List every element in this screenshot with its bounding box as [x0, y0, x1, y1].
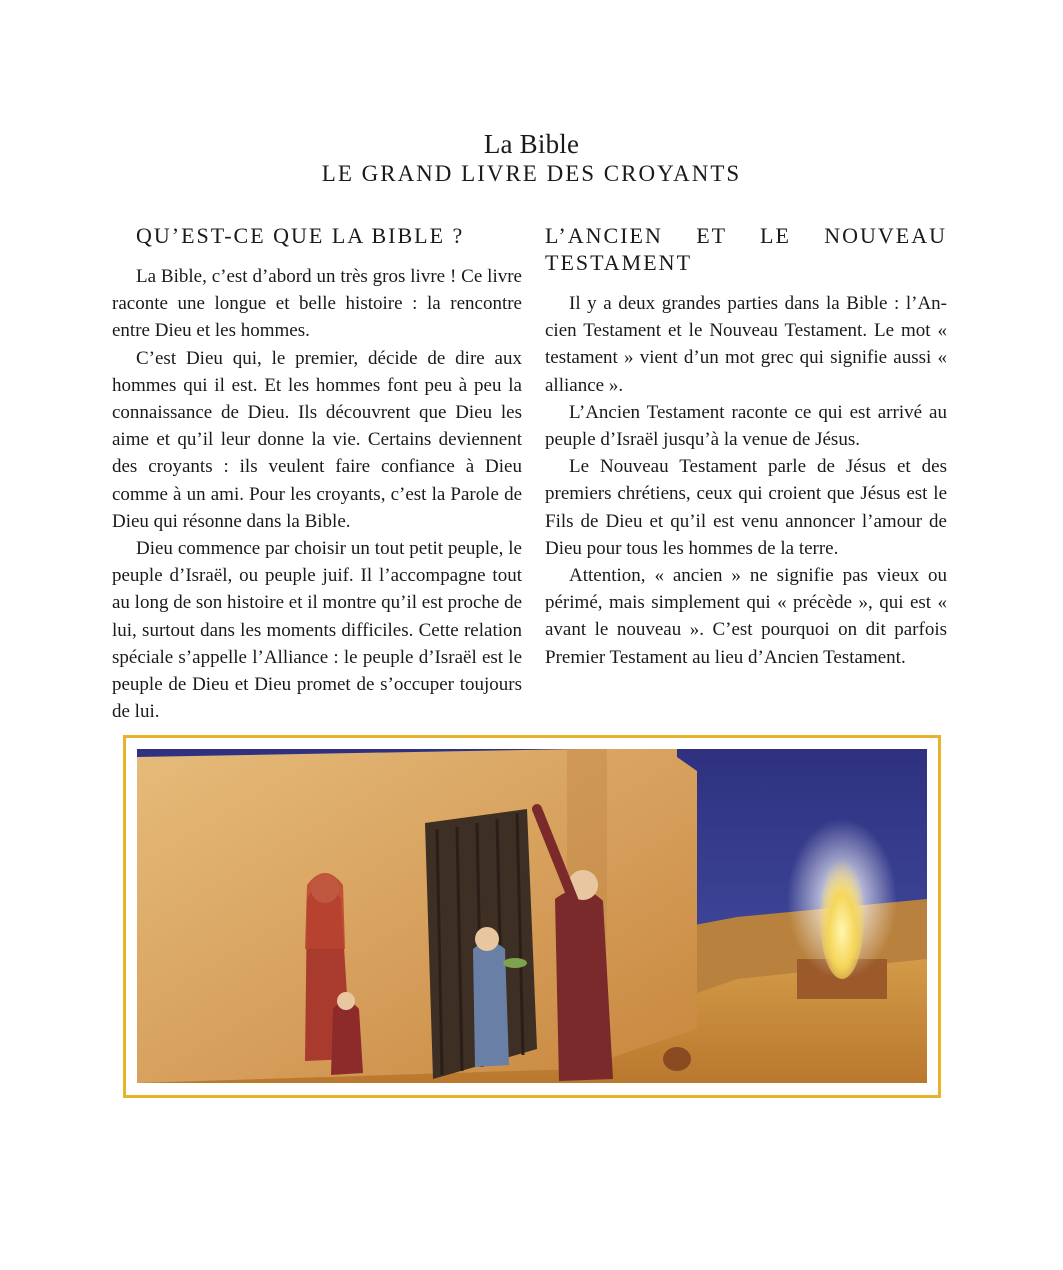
right-column-heading: L’ANCIEN ET LE NOUVEAU TESTAMENT [545, 223, 947, 275]
paragraph: Dieu commence par choisir un tout petit peuple, le peuple d’Israël, ou peuple juif. Il l’accompagne tout au long de son histoire et il montre qu’il est proche de lui, surtout dans les moments difficiles. Cette relation spéciale s’appelle l’Alliance : le peuple d’Israël est le peuple de Dieu et Dieu promet de s’occuper toujours de lui. [112, 538, 522, 723]
paragraph: La Bible, c’est d’abord un très gros livre ! Ce livre raconte une longue et belle histoire : la rencontre entre Dieu et les hommes. [112, 266, 522, 342]
left-column-heading: QU’EST-CE QUE LA BIBLE ? [136, 223, 465, 248]
house-wall [137, 749, 697, 1083]
paragraph: Le Nouveau Testament parle de Jésus et des premiers chrétiens, ceux qui croient que Jésus est le Fils de Dieu et qu’il est venu annoncer l’amour de Dieu pour tous les hommes de la terre. [545, 456, 947, 559]
page-header [0, 128, 1063, 188]
page-title: La Bible [483, 129, 580, 159]
paragraph: L’Ancien Testament raconte ce qui est arrivé au peuple d’Israël jusqu’à la venue de Jésus. [545, 401, 947, 451]
right-column [545, 222, 947, 671]
fire [820, 859, 864, 979]
illustration-frame [123, 735, 941, 1098]
left-column [112, 222, 522, 725]
paragraph: C’est Dieu qui, le premier, décide de dire aux hommes qui il est. Et les hommes font peu à peu la connaissance de Dieu. Ils découvrent que Dieu les aime et qu’il leur donne la vie. Certains deviennent des croyants : ils veulent faire confiance à Dieu comme à un ami. Pour les croyants, c’est la Parole de Dieu qui résonne dans la Bible. [112, 347, 522, 532]
clay-jar [663, 1047, 691, 1071]
paragraph: Il y a deux grandes parties dans la Bible : l’Ancien Testament et le Nouveau Testament. Le mot « testament » vient d’un mot grec qui signifie aussi « alliance ». [545, 293, 947, 396]
passover-illustration [137, 749, 927, 1083]
boy-figure [473, 942, 509, 1067]
small-child-figure [331, 1001, 363, 1075]
paragraph: Attention, « ancien » ne signifie pas vieux ou périmé, mais simplement qui « précède », qui est « avant le nouveau ». C’est pourquoi on dit parfois Premier Testament au lieu d’Ancien Testament. [545, 565, 947, 668]
page-subtitle: LE GRAND LIVRE DES CROYANTS [321, 161, 742, 186]
